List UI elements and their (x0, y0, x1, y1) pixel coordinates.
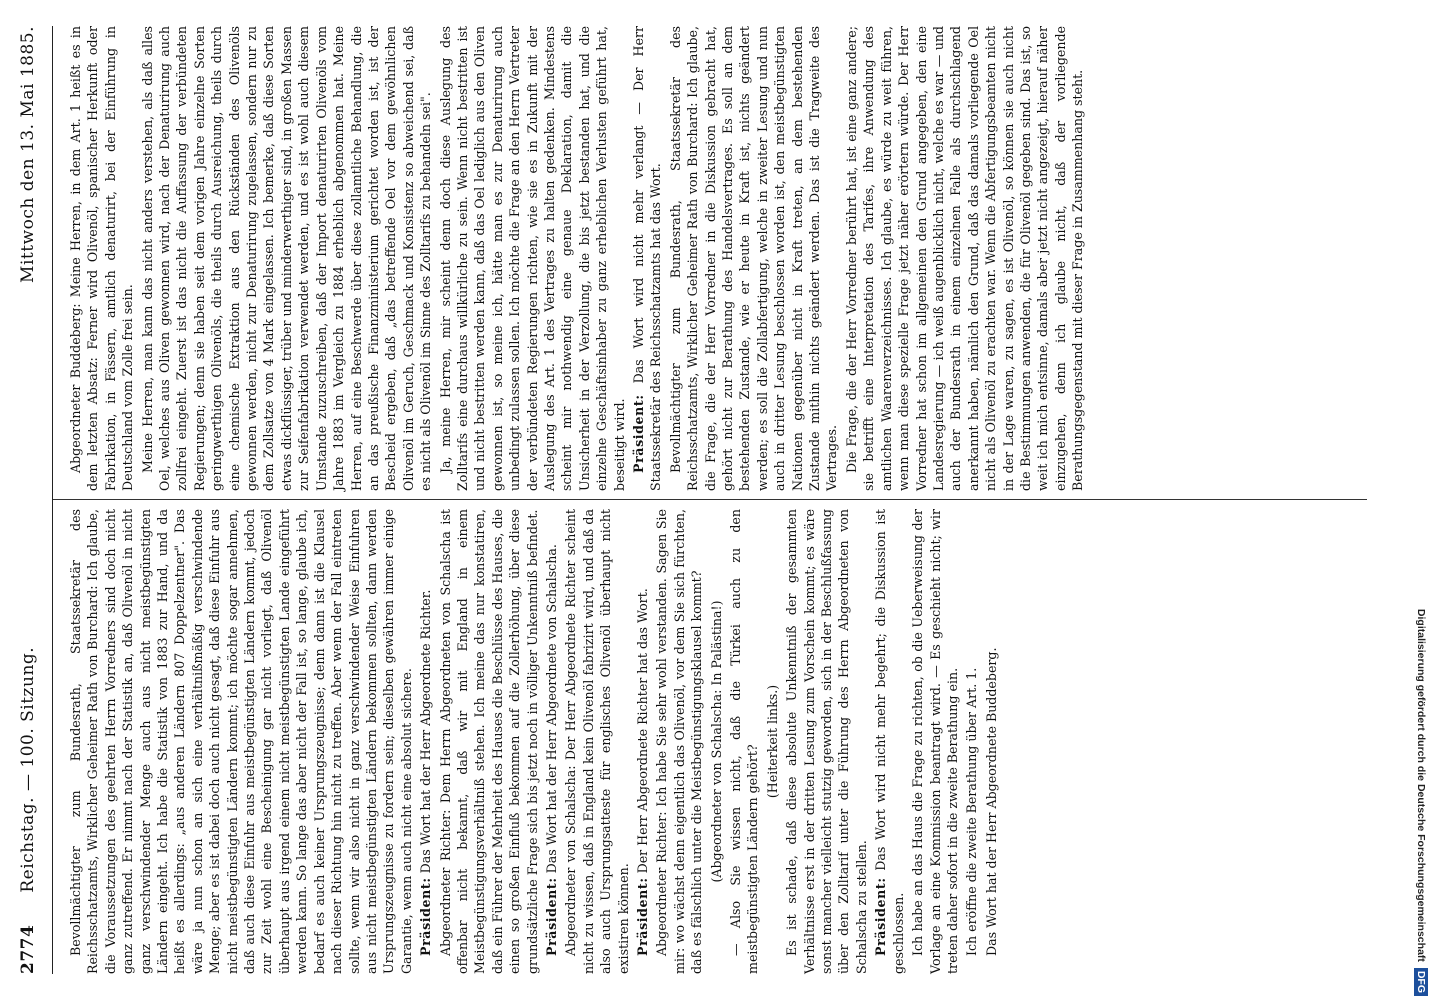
paragraph (783, 509, 870, 974)
paragraph (764, 509, 781, 974)
column-divider (53, 500, 1367, 501)
page-number: 2774 (18, 924, 38, 974)
digitization-note: Digitalisierung gefördert durch die Deutsche Forschungsgemeinschaft (1415, 608, 1427, 962)
paragraph-text: Das Wort hat der Herr Abgeordnete Buddeberg. (983, 647, 999, 956)
paragraph (653, 509, 705, 974)
paragraph (417, 509, 434, 974)
paragraph-text: — Also Sie wissen nicht, daß die Türkei auch zu den meistbegünstigten Ländern gehört? (728, 509, 761, 974)
paragraph (437, 26, 628, 491)
session-date: Mittwoch den 13. Mai 1885. (18, 26, 38, 283)
digitization-sidebar (1410, 0, 1432, 1000)
paragraph (630, 26, 665, 491)
paragraph-text: Abgeordneter Richter: Dem Herrn Abgeordneten von Schalscha ist offenbar nicht bekannt, daß wir mit England in einem Meistbegünstigungsverhältniß stehen. Ich meine das nur konstatiren, daß ein Führer der Mehrheit des Hauses die Beschlüsse des Hauses, die einen so großen Einfluß bekommen auf die Zollerhöhung, über diese grundsätzliche Frage sich bis jetzt noch in völliger Unkenntniß befindet. (437, 509, 540, 974)
paragraph-text: Die Frage, die der Herr Vorredner berührt hat, ist eine ganz andere; sie betrifft eine Interpretation des Tarifes, ihre Anwendung des amtlichen Waarenverzeichnisses. Ich glaube, es würde zu weit führen, wenn man diese spezielle Frage jetzt näher erörtern würde. Der Herr Vorredner hat schon im allgemeinen den Grund angegeben, den eine Landesregierung — ich weiß augenblicklich nicht, welche es war — und auch der Bundesrath in einem einzelnen Falle als durchschlagend anerkannt haben, nämlich den Grund, daß das damals vorliegende Oel nicht als Olivenöl zu erachten war. Wenn die Abfertigungsbeamten nicht in der Lage waren, zu sagen, es ist Olivenöl, so können sie auch nicht die Bestimmungen anwenden, die für Olivenöl gegeben sind. Das ist, so weit ich mich entsinne, damals aber jetzt nicht angezeigt, hierauf näher einzugehen, denn ich glaube nicht, daß der vorliegende Berathungsgegenstand mit dieser Frage in Zusammenhang steht. (843, 26, 1086, 491)
paragraph (963, 509, 980, 974)
paragraph-text: Bevollmächtigter zum Bundesrath, Staatssekretär des Reichsschatzamts, Wirklicher Geheimer Rath von Burchard: Ich glaube, die Voraussetzungen des geehrten Herrn Vorredners sind doch nicht ganz zutreffend. Er nimmt nach der Statistik an, daß Olivenöl in nicht ganz verschwindender Menge auch aus nicht meistbegünstigten Ländern eingeht. Ich habe die Statistik von 1883 zur Hand, und da heißt es allerdings: „aus anderen Ländern 807 Doppelzentner". Das wäre ja nun schon an sich eine verhältnißmäßig verschwindende Menge; aber es ist dabei doch auch nicht gesagt, daß diese Einfuhr aus nicht meistbegünstigten Ländern kommt; ich möchte sogar annehmen, daß auch diese Einfuhr aus meistbegünstigten Ländern kommt, jedoch zur Zeit wohl eine Bescheinigung gar nicht vorliegt, daß Olivenöl überhaupt aus irgend einem nicht meistbegünstigten Lande eingeführt werden kann. So lange das aber nicht der Fall ist, so lange, glaube ich, bedarf es auch keiner Ursprungszeugnisse; denn dann ist die Klausel nach dieser Richtung hin nicht zu treffen. Aber wenn der Fall eintreten sollte, wenn wir also nicht in ganz verschwindender Weise Einfuhren aus nicht meistbegünstigten Ländern bekommen sollten, dann werden Ursprungszeugnisse zu fordern sein; dieselben gewähren immer einige Garantie, wenn auch nicht eine absolut sichere. (68, 509, 414, 974)
paragraph-text: Ich eröffne die zweite Berathung über Art. 1. (964, 667, 980, 956)
speaker-label: Präsident: (873, 877, 889, 956)
paragraph-text: (Abgeordneter von Schalscha: In Palästina!) (708, 600, 724, 883)
paragraph-text: Meine Herren, man kann das nicht anders verstehen, als daß alles Oel, welches aus Oliven gewonnen wird, nach der Denaturirung auch zollfrei eingeht. Zuerst ist das nicht die Auffassung der verbündeten Regierungen; denn sie haben seit dem vorigen Jahre einzelne Sorten geringwerthigen Olivenöls, die theils durch Ausreichung, theils durch eine chemische Extraktion aus den Rückständen des Olivenöls gewonnen werden, nicht zur Denaturirung zugelassen, sondern nur zu dem Zollsatze von 4 Mark eingelassen. Ich bemerke, daß diese Sorten etwas dickflüssiger, trüber und minderwerthiger sind, in großen Massen zur Seifenfabrikation verwendet werden, und es ist wohl auch diesem Umstande zuzuschreiben, daß der Import denaturirten Olivenöls vom Jahre 1883 im Vergleich zu 1884 erheblich abgenommen hat. Meine Herren, auf eine Beschwerde über diese zollamtliche Behandlung, die an das preußische Finanzministerium gerichtet worden ist, ist der Bescheid ergeben, daß „das betreffende Oel vor dem gewöhnlichen Olivenöl im Geruch, Geschmack und Konsistenz so abweichend sei, daß es nicht als Olivenöl im Sinne des Zolltarifs zu behandeln sei". (139, 26, 434, 491)
paragraph-text: Abgeordneter Richter: Ich habe Sie sehr wohl verstanden. Sagen Sie mir: wo wächst denn eigentlich das Olivenöl, vor dem Sie sich fürchten, daß es fälschlich unter die Meistbegünstigungsklausel kommt? (654, 509, 705, 974)
paragraph-text: Das Wort hat der Herr Abgeordnete von Schalscha. (543, 544, 559, 874)
speaker-label: Präsident: (418, 877, 434, 956)
paragraph (67, 509, 415, 974)
digitization-note-container (1410, 0, 1432, 1000)
paragraph (708, 509, 725, 974)
paragraph-text: Ich habe an das Haus die Frage zu richten, ob die Ueberweisung der Vorlage an eine Kommission beantragt wird. — Es geschieht nicht; wir treten daher sofort in die zweite Berathung ein. (910, 509, 960, 974)
paragraph (634, 509, 651, 974)
paragraph (67, 26, 137, 491)
session-title: Reichstag. — 100. Sitzung. (18, 646, 38, 893)
paragraph-text: Es ist schade, daß diese absolute Unkenntniß der gesammten Verhältnisse erst in der dritten Lesung zum Vorschein kommt; es wäre sonst mancher vielleicht stutzig geworden, sich in der Beschlußfassung über den Zolltarif unter die Führung des Herrn Abgeordneten von Schalscha zu stellen. (784, 509, 869, 974)
left-column (67, 509, 1367, 974)
paragraph-text: Bevollmächtigter zum Bundesrath, Staatssekretär des Reichsschatzamts, Wirklicher Geheimer Rath von Burchard: Ich glaube, die Frage, die der Herr Vorredner in die Diskussion gebracht hat, gehört nicht zur Berathung des Handelsvertrages. Es soll an dem bestehenden Zustande, wie er heute in Kraft ist, nichts geändert werden; es soll die Zollabfertigung, welche in zweiter Lesung und nun auch in dritter Lesung beschlossen worden ist, den meistbegünstigten Nationen gegenüber nicht in Kraft treten, an dem bestehenden Zustande mithin nichts geändert werden. Das ist die Tragweite des Vertrages. (667, 26, 840, 491)
paragraph-text: Das Wort hat der Herr Abgeordnete Richter. (418, 589, 434, 874)
paragraph-text: Der Herr Abgeordnete Richter hat das Wort. (635, 588, 650, 874)
paragraph-text: (Heiterkeit links.) (764, 684, 780, 799)
paragraph (437, 509, 541, 974)
right-column (67, 26, 1367, 491)
paragraph (139, 26, 435, 491)
paragraph (983, 509, 1000, 974)
paragraph (843, 26, 1087, 491)
dfg-logo: DFG (1414, 968, 1428, 996)
paragraph (667, 26, 841, 491)
paragraph (562, 509, 632, 974)
paragraph-text: Abgeordneter Buddeberg: Meine Herren, in dem Art. 1 heißt es in dem letzten Absatz: Ferner wird Olivenöl, spanischer Herkunft oder Fabrikation, in Fässern, amtlich denaturirt, bei der Einführung in Deutschland vom Zolle frei sein. (68, 26, 136, 491)
paragraph (872, 509, 907, 974)
paragraph-text: Das Wort wird nicht mehr verlangt — Der Herr Staatssekretär des Reichsschatzamts hat das Wort. (631, 26, 664, 491)
paragraph-text: Abgeordneter von Schalscha: Der Herr Abgeordnete Richter scheint nicht zu wissen, daß in England kein Olivenöl fabrizirt wird, und daß da also auch Ursprungsatteste für englisches Olivenöl überhaupt nicht existiren können. (563, 509, 631, 974)
speaker-label: Präsident: (631, 394, 646, 473)
paragraph-text: Das Wort wird nicht mehr begehrt; die Diskussion ist geschlossen. (873, 509, 906, 974)
paragraph (727, 509, 762, 974)
paragraph (909, 509, 961, 974)
paragraph (543, 509, 560, 974)
speaker-label: Präsident: (543, 877, 559, 956)
text-columns (67, 26, 1367, 974)
speaker-label: Präsident: (635, 877, 650, 956)
page-header (18, 26, 53, 974)
paragraph-text: Ja, meine Herren, mir scheint denn doch diese Auslegung des Zolltarifs eine durchaus willkürliche zu sein. Wenn nicht bestritten ist und nicht bestritten werden kann, daß das Oel lediglich aus den Oliven gewonnen ist, so meine ich, hätte man es zur Denaturirung auch unbedingt zulassen sollen. Ich möchte die Frage an den Herrn Vertreter der verbündeten Regierungen richten, wie sie es in Zukunft mit der Auslegung des Art. 1 des Vertrages zu halten gedenken. Mindestens scheint mir nothwendig eine genaue Deklaration, damit die Unsicherheit in der Verzollung, die bis jetzt bestanden hat, und die einzelne Geschäftsinhaber zu ganz erheblichen Verlusten geführt hat, beseitigt wird. (437, 26, 627, 491)
